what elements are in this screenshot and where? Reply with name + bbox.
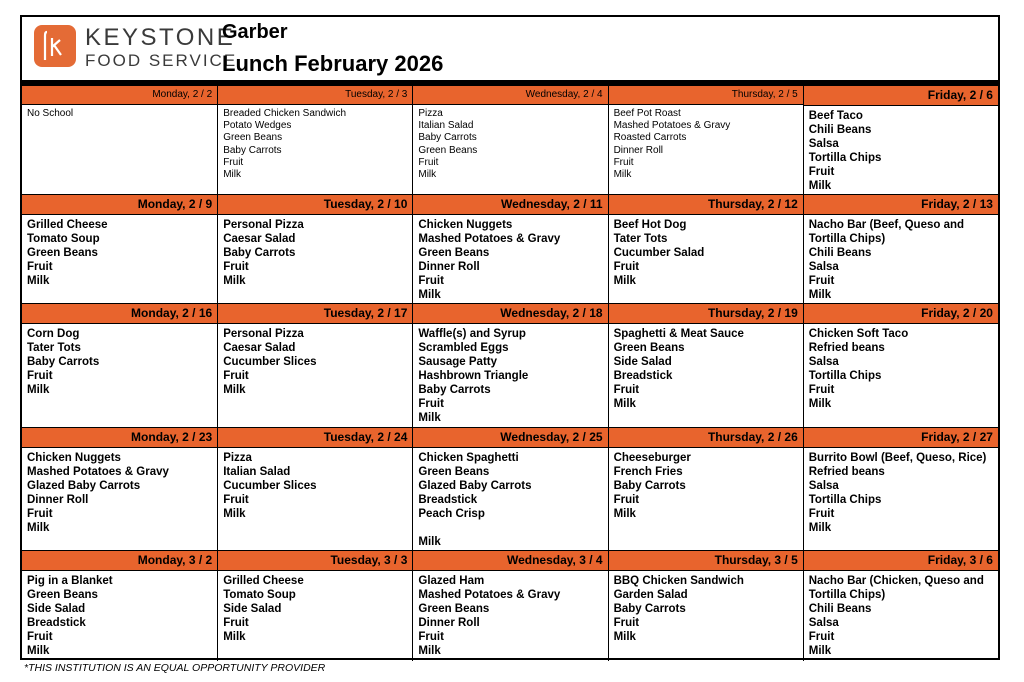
day-cell bbox=[217, 551, 412, 661]
menu-item: Fruit bbox=[418, 156, 439, 168]
menu-list bbox=[22, 571, 217, 658]
menu-item: Cucumber Salad bbox=[613, 247, 705, 259]
menu-item: Salsa bbox=[808, 261, 839, 273]
day-cell bbox=[803, 195, 998, 303]
day-cell bbox=[22, 304, 217, 427]
menu-item: Hashbrown Triangle bbox=[418, 370, 529, 382]
menu-list bbox=[413, 105, 607, 181]
menu-item: Personal Pizza bbox=[223, 219, 304, 231]
menu-item: Fruit bbox=[223, 261, 249, 273]
menu-item: Milk bbox=[27, 384, 50, 396]
day-cell bbox=[22, 86, 217, 194]
menu-item: Fruit bbox=[808, 631, 835, 643]
day-header: Friday, 2 / 20 bbox=[804, 304, 998, 324]
day-header: Wednesday, 2 / 25 bbox=[413, 428, 607, 448]
menu-list bbox=[22, 324, 217, 397]
menu-item: Fruit bbox=[808, 508, 835, 520]
menu-item: Mashed Potatoes & Gravy bbox=[27, 466, 169, 478]
menu-item: Mashed Potatoes & Gravy bbox=[418, 233, 561, 245]
brand-name: KEYSTONE bbox=[85, 24, 236, 51]
menu-item: Fruit bbox=[613, 261, 640, 273]
menu-item: Tomato Soup bbox=[27, 233, 100, 245]
menu-item: Baby Carrots bbox=[613, 603, 686, 615]
menu-item: Cheeseburger bbox=[613, 452, 691, 464]
menu-item: Beef Hot Dog bbox=[613, 219, 687, 231]
calendar-grid bbox=[22, 86, 998, 661]
menu-item: Fruit bbox=[223, 156, 244, 168]
menu-item: Salsa bbox=[808, 138, 839, 150]
day-cell bbox=[412, 304, 607, 427]
day-cell bbox=[608, 551, 803, 661]
menu-item: Milk bbox=[223, 275, 246, 287]
menu-item: No School bbox=[27, 108, 74, 119]
menu-item: Pizza bbox=[418, 108, 443, 119]
menu-item: Milk bbox=[27, 275, 50, 287]
menu-item: Chili Beans bbox=[808, 603, 872, 615]
menu-title: Lunch February 2026 bbox=[222, 51, 444, 76]
day-header: Tuesday, 2 / 3 bbox=[218, 86, 412, 105]
menu-item: Nacho Bar (Chicken, Queso and bbox=[808, 575, 984, 587]
header bbox=[22, 17, 998, 80]
day-header: Monday, 2 / 2 bbox=[22, 86, 217, 105]
day-cell bbox=[608, 304, 803, 427]
menu-list bbox=[413, 571, 607, 658]
day-cell bbox=[608, 428, 803, 550]
menu-item: Chicken Nuggets bbox=[418, 219, 513, 231]
day-header: Thursday, 2 / 5 bbox=[609, 86, 803, 105]
menu-item: Garden Salad bbox=[613, 589, 688, 601]
menu-list bbox=[218, 215, 412, 288]
menu-item: Caesar Salad bbox=[223, 233, 296, 245]
menu-list bbox=[22, 105, 217, 120]
menu-item: Fruit bbox=[27, 631, 53, 643]
menu-item: Fruit bbox=[613, 156, 634, 168]
menu-item: Glazed Ham bbox=[418, 575, 485, 587]
menu-item: Breadstick bbox=[27, 617, 86, 629]
menu-item: Green Beans bbox=[27, 247, 98, 259]
menu-item: Tortilla Chips) bbox=[808, 233, 886, 245]
menu-item: Fruit bbox=[613, 384, 640, 396]
menu-item: Side Salad bbox=[223, 603, 282, 615]
keystone-logo-icon bbox=[34, 25, 76, 67]
menu-item: Baby Carrots bbox=[223, 144, 282, 156]
menu-item: Dinner Roll bbox=[418, 261, 480, 273]
day-cell bbox=[412, 86, 607, 194]
menu-item: Italian Salad bbox=[418, 120, 474, 132]
menu-list bbox=[218, 324, 412, 397]
menu-list bbox=[804, 215, 998, 302]
day-header: Thursday, 2 / 12 bbox=[609, 195, 803, 215]
menu-item: Salsa bbox=[808, 480, 839, 492]
day-cell bbox=[803, 86, 998, 194]
menu-item: Side Salad bbox=[27, 603, 86, 615]
menu-item: Green Beans bbox=[418, 247, 490, 259]
menu-item: Nacho Bar (Beef, Queso and bbox=[808, 219, 965, 231]
day-header: Friday, 2 / 27 bbox=[804, 428, 998, 448]
menu-item: Green Beans bbox=[27, 589, 98, 601]
menu-item: Chicken Soft Taco bbox=[808, 328, 909, 340]
week-row bbox=[22, 303, 998, 427]
day-cell bbox=[22, 428, 217, 550]
menu-list bbox=[804, 106, 998, 193]
menu-item: Glazed Baby Carrots bbox=[27, 480, 141, 492]
day-header: Thursday, 3 / 5 bbox=[609, 551, 803, 571]
menu-list bbox=[804, 448, 998, 535]
menu-item: Milk bbox=[27, 645, 50, 657]
menu-item: Chicken Spaghetti bbox=[418, 452, 519, 464]
day-cell bbox=[412, 428, 607, 550]
menu-item: Milk bbox=[613, 398, 636, 410]
menu-item: Sausage Patty bbox=[418, 356, 497, 368]
menu-item: Breadstick bbox=[613, 370, 673, 382]
menu-item: Milk bbox=[418, 169, 437, 181]
menu-item: Personal Pizza bbox=[223, 328, 304, 340]
menu-item: Tortilla Chips bbox=[808, 370, 882, 382]
menu-item: French Fries bbox=[613, 466, 683, 478]
menu-item: Milk bbox=[27, 522, 50, 534]
menu-item: Green Beans bbox=[418, 466, 490, 478]
week-row bbox=[22, 194, 998, 303]
menu-item: Milk bbox=[808, 645, 832, 657]
day-header: Monday, 3 / 2 bbox=[22, 551, 217, 571]
menu-item: Milk bbox=[223, 384, 246, 396]
day-cell bbox=[412, 195, 607, 303]
day-header: Monday, 2 / 23 bbox=[22, 428, 217, 448]
menu-item: Dinner Roll bbox=[613, 144, 664, 156]
menu-item: Baby Carrots bbox=[223, 247, 296, 259]
day-cell bbox=[217, 195, 412, 303]
day-header: Thursday, 2 / 26 bbox=[609, 428, 803, 448]
school-name: Garber bbox=[222, 21, 288, 43]
menu-list bbox=[413, 448, 607, 549]
day-header: Friday, 3 / 6 bbox=[804, 551, 998, 571]
menu-item: Milk bbox=[223, 631, 246, 643]
menu-item: Milk bbox=[808, 180, 832, 192]
menu-item: Cucumber Slices bbox=[223, 356, 317, 368]
menu-item: Milk bbox=[418, 289, 441, 301]
menu-item: Beef Pot Roast bbox=[613, 108, 681, 119]
day-header: Monday, 2 / 16 bbox=[22, 304, 217, 324]
day-cell bbox=[22, 195, 217, 303]
menu-item: Milk bbox=[808, 289, 832, 301]
menu-item: Scrambled Eggs bbox=[418, 342, 509, 354]
menu-item: Fruit bbox=[27, 261, 53, 273]
menu-list bbox=[413, 215, 607, 302]
week-row bbox=[22, 550, 998, 661]
menu-item: Corn Dog bbox=[27, 328, 80, 340]
day-header: Tuesday, 2 / 10 bbox=[218, 195, 412, 215]
menu-item: Milk bbox=[613, 508, 636, 520]
day-cell bbox=[217, 304, 412, 427]
menu-item: Tater Tots bbox=[27, 342, 81, 354]
menu-item: Waffle(s) and Syrup bbox=[418, 328, 526, 340]
day-header: Wednesday, 2 / 11 bbox=[413, 195, 607, 215]
menu-item: Chili Beans bbox=[808, 124, 872, 136]
menu-item: Green Beans bbox=[613, 342, 685, 354]
menu-sheet bbox=[20, 15, 1000, 660]
menu-item: Fruit bbox=[223, 494, 249, 506]
footer-note: *THIS INSTITUTION IS AN EQUAL OPPORTUNITY PROVIDER bbox=[24, 662, 326, 674]
day-header: Tuesday, 3 / 3 bbox=[218, 551, 412, 571]
menu-item: Milk bbox=[613, 631, 636, 643]
menu-item: Mashed Potatoes & Gravy bbox=[418, 589, 561, 601]
menu-item: Roasted Carrots bbox=[613, 132, 687, 144]
menu-item: Green Beans bbox=[418, 603, 490, 615]
menu-list bbox=[609, 324, 803, 411]
menu-item: Milk bbox=[223, 508, 246, 520]
menu-item: Pig in a Blanket bbox=[27, 575, 113, 587]
menu-item: Milk bbox=[613, 169, 632, 181]
menu-item: Italian Salad bbox=[223, 466, 291, 478]
day-header: Wednesday, 3 / 4 bbox=[413, 551, 607, 571]
menu-item: Fruit bbox=[808, 384, 835, 396]
day-header: Tuesday, 2 / 24 bbox=[218, 428, 412, 448]
day-cell bbox=[803, 551, 998, 661]
menu-item: Milk bbox=[418, 645, 441, 657]
day-header: Monday, 2 / 9 bbox=[22, 195, 217, 215]
day-header: Friday, 2 / 6 bbox=[804, 86, 998, 106]
menu-item: Green Beans bbox=[223, 132, 283, 144]
menu-item: Fruit bbox=[223, 617, 249, 629]
menu-item: Glazed Baby Carrots bbox=[418, 480, 532, 492]
day-cell bbox=[803, 304, 998, 427]
menu-item: Breaded Chicken Sandwich bbox=[223, 108, 347, 119]
menu-item: Chicken Nuggets bbox=[27, 452, 121, 464]
menu-item: Fruit bbox=[418, 398, 444, 410]
menu-list bbox=[218, 571, 412, 644]
menu-item: Milk bbox=[418, 536, 441, 548]
menu-item: Tortilla Chips bbox=[808, 152, 882, 164]
menu-item: Cucumber Slices bbox=[223, 480, 317, 492]
day-cell bbox=[803, 428, 998, 550]
week-row bbox=[22, 427, 998, 550]
menu-list bbox=[218, 105, 412, 181]
week-row bbox=[22, 86, 998, 194]
menu-item: Milk bbox=[223, 169, 241, 181]
menu-item: Salsa bbox=[808, 617, 839, 629]
menu-list bbox=[804, 571, 998, 658]
menu-item: Refried beans bbox=[808, 466, 885, 478]
menu-item: Baby Carrots bbox=[27, 356, 100, 368]
day-header: Thursday, 2 / 19 bbox=[609, 304, 803, 324]
day-cell bbox=[412, 551, 607, 661]
menu-item: Tortilla Chips) bbox=[808, 589, 886, 601]
menu-item: BBQ Chicken Sandwich bbox=[613, 575, 744, 587]
menu-item: Fruit bbox=[27, 370, 53, 382]
menu-item: Milk bbox=[808, 522, 832, 534]
menu-item: Fruit bbox=[223, 370, 249, 382]
menu-item: Breadstick bbox=[418, 494, 478, 506]
day-cell bbox=[22, 551, 217, 661]
menu-item: Fruit bbox=[613, 494, 640, 506]
menu-item: Dinner Roll bbox=[418, 617, 480, 629]
day-header: Wednesday, 2 / 18 bbox=[413, 304, 607, 324]
menu-item: Pizza bbox=[223, 452, 252, 464]
menu-item: Milk bbox=[418, 412, 441, 424]
menu-list bbox=[609, 571, 803, 644]
menu-item: Beef Taco bbox=[808, 110, 863, 122]
menu-item: Tater Tots bbox=[613, 233, 668, 245]
menu-item: Tomato Soup bbox=[223, 589, 296, 601]
menu-item: Mashed Potatoes & Gravy bbox=[613, 120, 731, 132]
menu-list bbox=[609, 105, 803, 181]
menu-list bbox=[22, 448, 217, 535]
menu-item: Green Beans bbox=[418, 144, 478, 156]
menu-item: Milk bbox=[613, 275, 636, 287]
menu-item: Burrito Bowl (Beef, Queso, Rice) bbox=[808, 452, 987, 464]
brand-subtitle: FOOD SERVICE bbox=[85, 51, 238, 70]
menu-item: Fruit bbox=[418, 631, 444, 643]
menu-item: Caesar Salad bbox=[223, 342, 296, 354]
menu-item: Fruit bbox=[613, 617, 640, 629]
menu-item: Peach Crisp bbox=[418, 508, 485, 520]
menu-item: Dinner Roll bbox=[27, 494, 89, 506]
menu-item: Fruit bbox=[808, 275, 835, 287]
menu-item: Refried beans bbox=[808, 342, 885, 354]
menu-item: Fruit bbox=[808, 166, 835, 178]
menu-list bbox=[609, 448, 803, 521]
menu-item: Grilled Cheese bbox=[27, 219, 108, 231]
menu-item: Grilled Cheese bbox=[223, 575, 304, 587]
day-cell bbox=[608, 195, 803, 303]
menu-item: Milk bbox=[808, 398, 832, 410]
menu-item: Baby Carrots bbox=[418, 384, 491, 396]
menu-item: Baby Carrots bbox=[418, 132, 477, 144]
menu-list bbox=[413, 324, 607, 425]
menu-item: Tortilla Chips bbox=[808, 494, 882, 506]
day-cell bbox=[608, 86, 803, 194]
menu-item: Potato Wedges bbox=[223, 120, 292, 132]
menu-item: Side Salad bbox=[613, 356, 672, 368]
day-header: Tuesday, 2 / 17 bbox=[218, 304, 412, 324]
menu-list bbox=[804, 324, 998, 411]
day-cell bbox=[217, 428, 412, 550]
menu-item: Chili Beans bbox=[808, 247, 872, 259]
menu-list bbox=[22, 215, 217, 288]
menu-item: Baby Carrots bbox=[613, 480, 686, 492]
menu-item: Spaghetti & Meat Sauce bbox=[613, 328, 744, 340]
day-cell bbox=[217, 86, 412, 194]
day-header: Friday, 2 / 13 bbox=[804, 195, 998, 215]
menu-list bbox=[218, 448, 412, 521]
menu-list bbox=[609, 215, 803, 288]
day-header: Wednesday, 2 / 4 bbox=[413, 86, 607, 105]
menu-item: Salsa bbox=[808, 356, 839, 368]
menu-item: Fruit bbox=[27, 508, 53, 520]
menu-item: Fruit bbox=[418, 275, 444, 287]
